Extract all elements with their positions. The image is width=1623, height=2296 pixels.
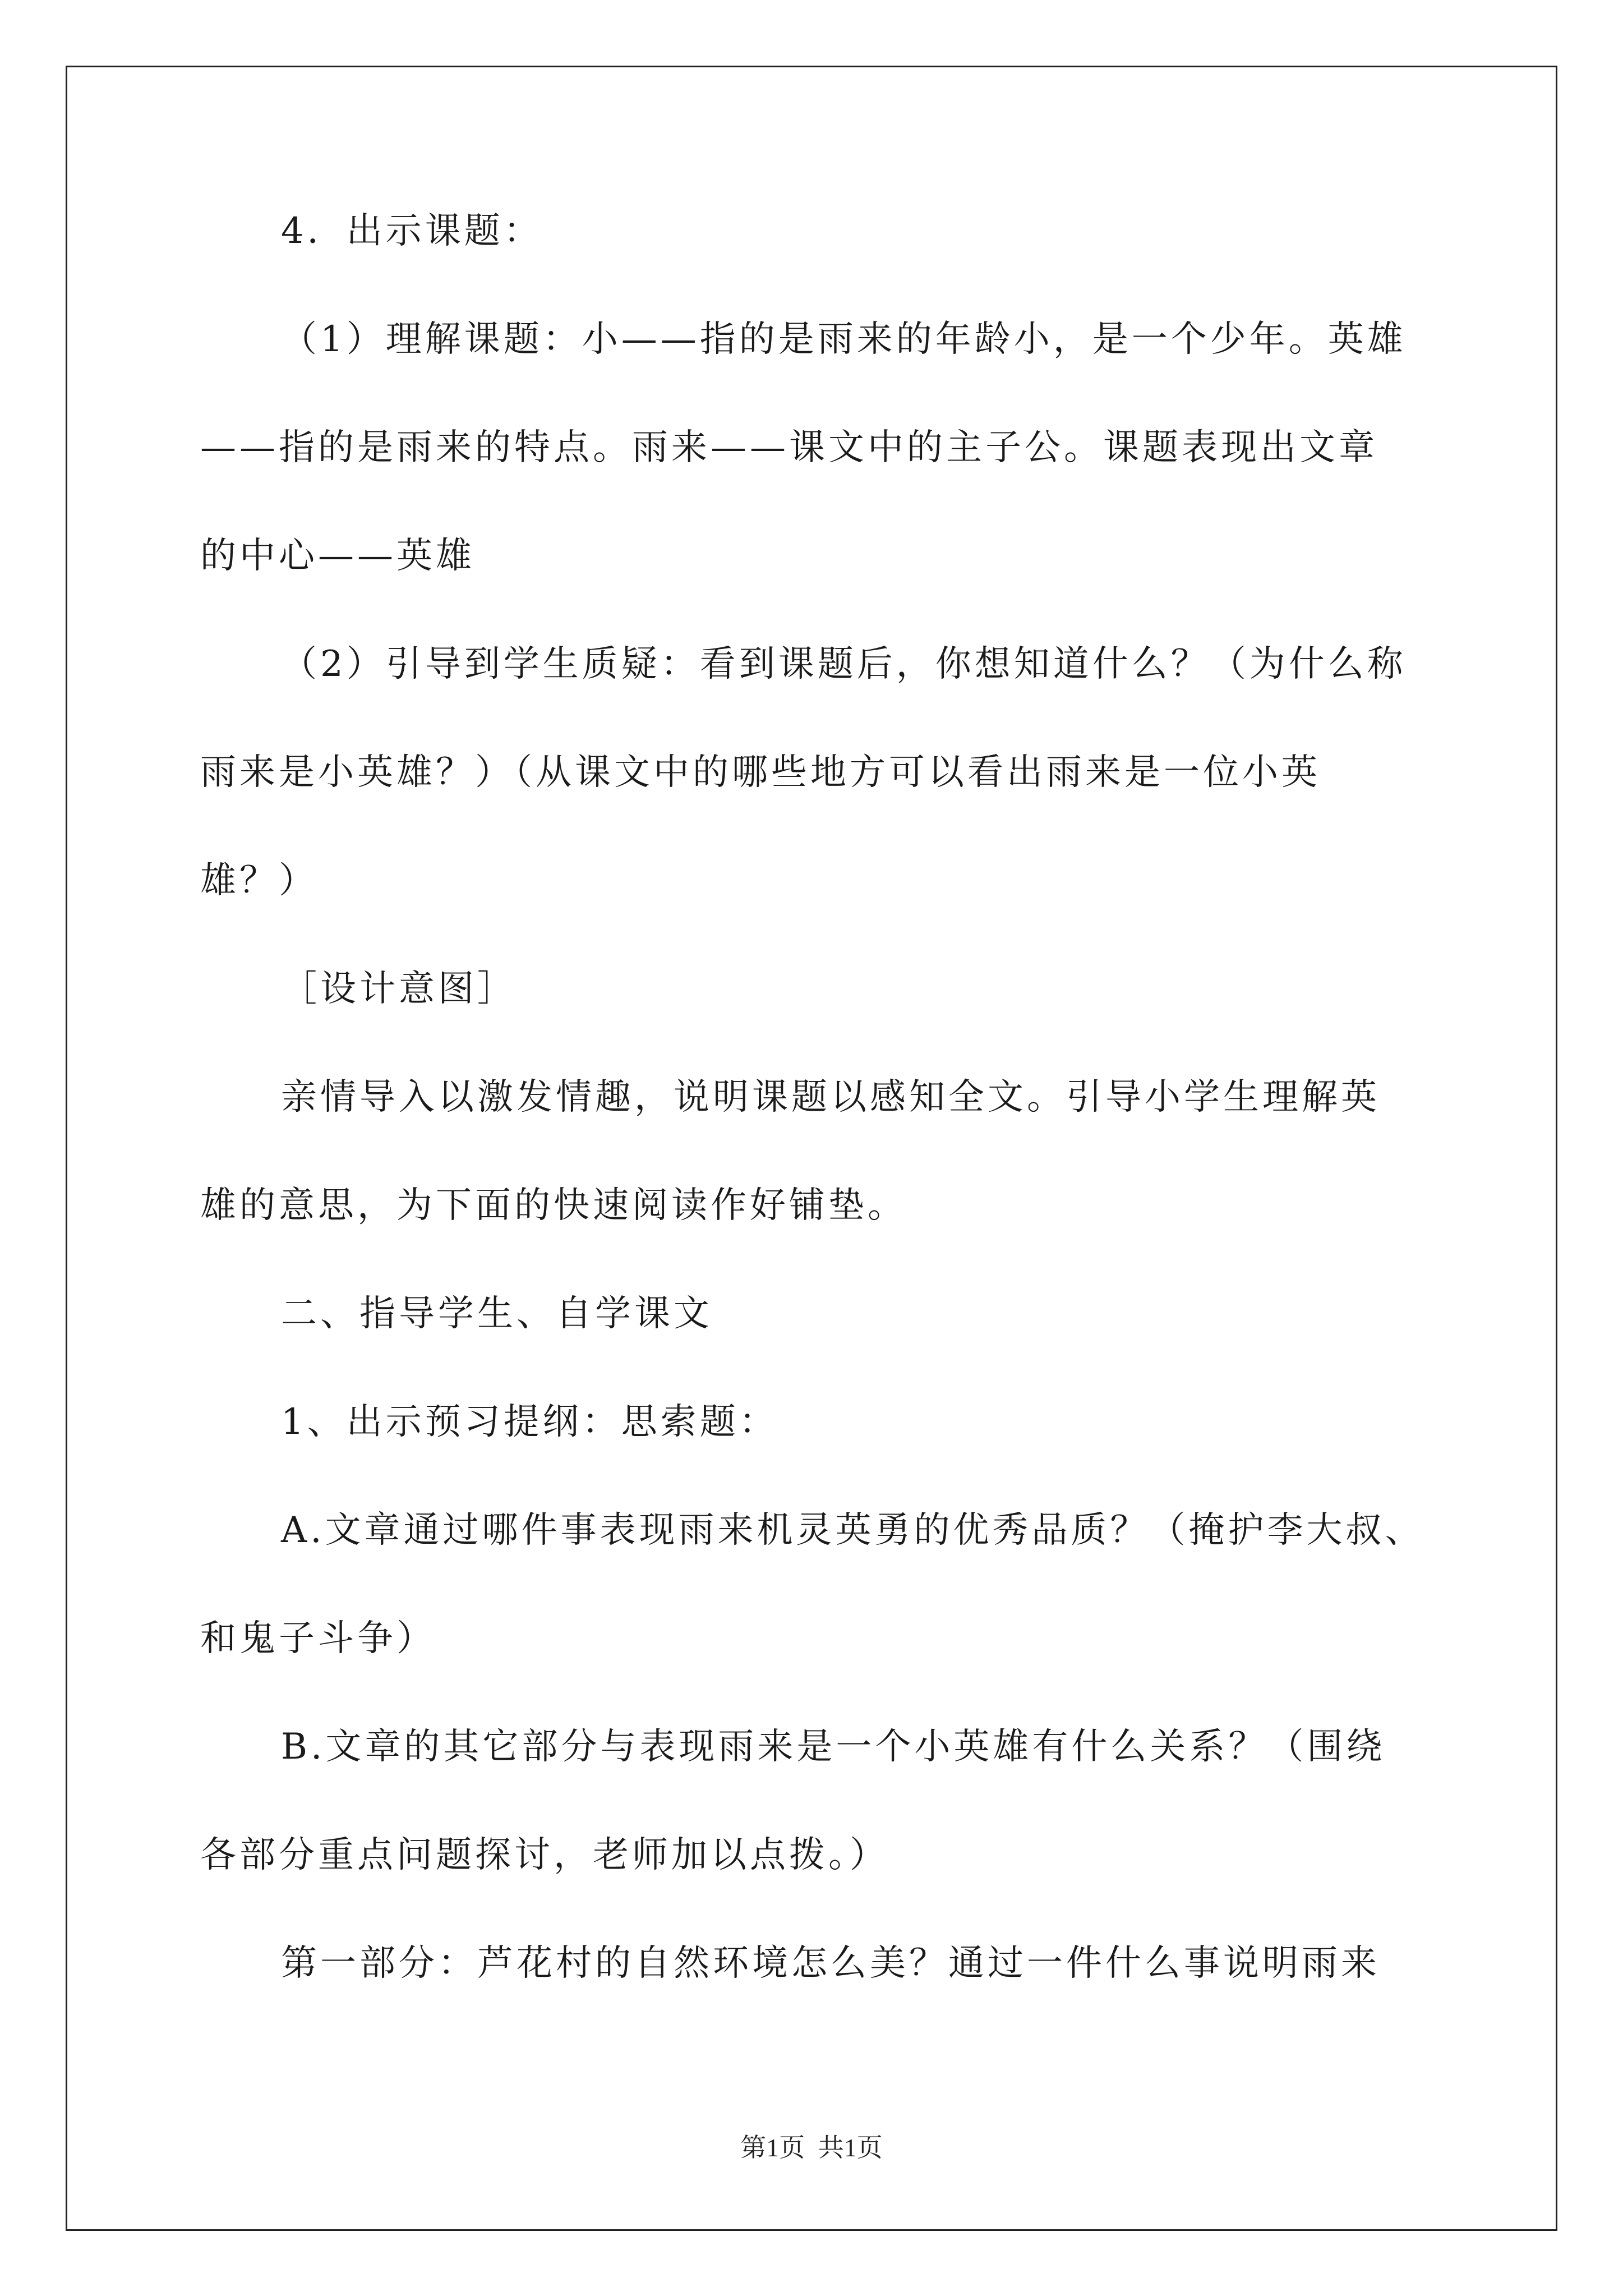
text-line: 4．出示课题： <box>281 210 543 252</box>
text-line: 雨来是小英雄？）（从课文中的哪些地方可以看出雨来是一位小英 <box>200 752 1321 793</box>
page-footer <box>0 2127 1623 2164</box>
page-number-total: 共1页 <box>818 2133 883 2162</box>
text-line: A.文章通过哪件事表现雨来机灵英勇的优秀品质？（掩护李大叔、 <box>281 1510 1424 1551</box>
text-line: 二、指导学生、自学课文 <box>281 1293 713 1335</box>
text-line: 各部分重点问题探讨，老师加以点拨。） <box>200 1834 889 1876</box>
text-line: B.文章的其它部分与表现雨来是一个小英雄有什么关系？（围绕 <box>281 1726 1386 1768</box>
text-line: 的中心——英雄 <box>200 535 475 577</box>
text-line: 和鬼子斗争） <box>200 1618 436 1659</box>
text-line: ——指的是雨来的特点。雨来——课文中的主子公。课题表现出文章 <box>200 427 1378 468</box>
text-line: 1、出示预习提纲：思索题： <box>281 1401 778 1443</box>
text-line: ［设计意图］ <box>281 968 517 1010</box>
text-line: 第一部分：芦花村的自然环境怎么美？通过一件什么事说明雨来 <box>281 1943 1380 1984</box>
text-line: （2）引导到学生质疑：看到课题后，你想知道什么？（为什么称 <box>281 643 1407 685</box>
text-line: （1）理解课题：小——指的是雨来的年龄小，是一个少年。英雄 <box>281 319 1407 360</box>
page-number-current: 第1页 <box>740 2133 805 2162</box>
text-line: 雄的意思，为下面的快速阅读作好铺垫。 <box>200 1185 907 1226</box>
text-line: 雄？） <box>200 860 318 901</box>
page-border <box>66 66 1557 2231</box>
text-line: 亲情导入以激发情趣，说明课题以感知全文。引导小学生理解英 <box>281 1076 1380 1118</box>
